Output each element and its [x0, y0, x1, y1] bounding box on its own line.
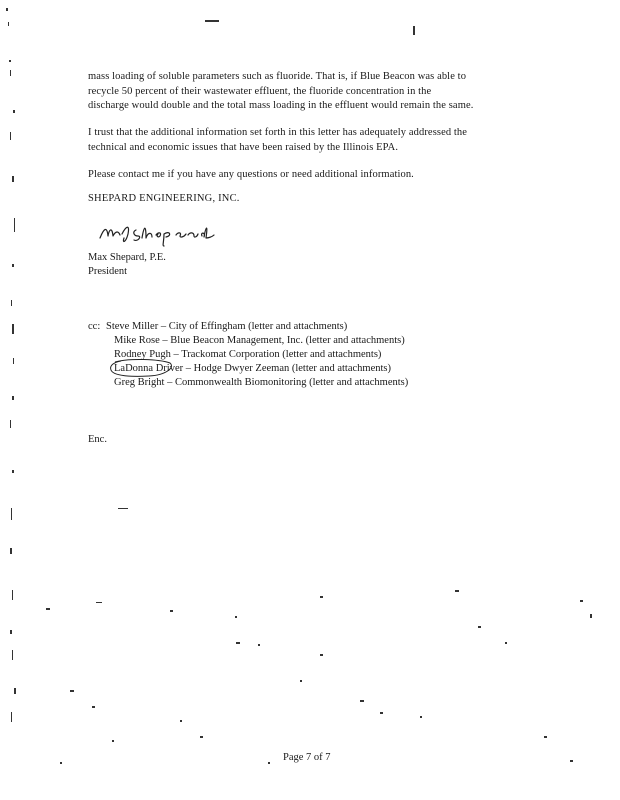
cc-recipient: [106, 362, 408, 376]
enclosure-note: Enc.: [88, 434, 107, 445]
cc-label: cc:: [88, 321, 101, 332]
page-number: Page 7 of 7: [283, 752, 331, 763]
text-line: I trust that the additional information set forth in this letter has adequately addressed the: [88, 127, 468, 138]
text-line: Please contact me if you have any questions or need additional information.: [88, 169, 414, 180]
paragraph-trust: [88, 126, 538, 155]
paragraph-mass-loading: [88, 70, 538, 114]
text-line: discharge would double and the total mass loading in the effluent would remain the same.: [88, 100, 474, 111]
company-name: SHEPARD ENGINEERING, INC.: [88, 193, 240, 204]
cc-recipient-name: LaDonna Driver: [114, 363, 184, 374]
hand-drawn-circle: [109, 359, 173, 378]
cc-recipient: Mike Rose – Blue Beacon Management, Inc. (letter and attachments): [114, 335, 405, 346]
circled-name: [114, 362, 183, 376]
cc-recipient: Steve Miller – City of Effingham (letter and attachments): [106, 321, 348, 332]
cc-recipient-affiliation: – Hodge Dwyer Zeeman (letter and attachments): [183, 363, 391, 374]
cc-list: [106, 320, 408, 390]
signer-name: Max Shepard, P.E.: [88, 252, 166, 263]
text-line: technical and economic issues that have been raised by the Illinois EPA.: [88, 141, 399, 153]
signer-title: President: [88, 266, 128, 277]
handwritten-signature: [98, 220, 216, 248]
cc-recipient: Rodney Pugh – Trackomat Corporation (letter and attachments): [114, 349, 382, 360]
paragraph-contact: [88, 168, 538, 183]
signer-block: [88, 251, 166, 279]
cc-recipient: Greg Bright – Commonwealth Biomonitoring (letter and attachments): [114, 377, 409, 388]
text-line: mass loading of soluble parameters such as fluoride. That is, if Blue Beacon was able to: [88, 71, 467, 82]
text-line: recycle 50 percent of their wastewater effluent, the fluoride concentration in the: [88, 85, 432, 97]
